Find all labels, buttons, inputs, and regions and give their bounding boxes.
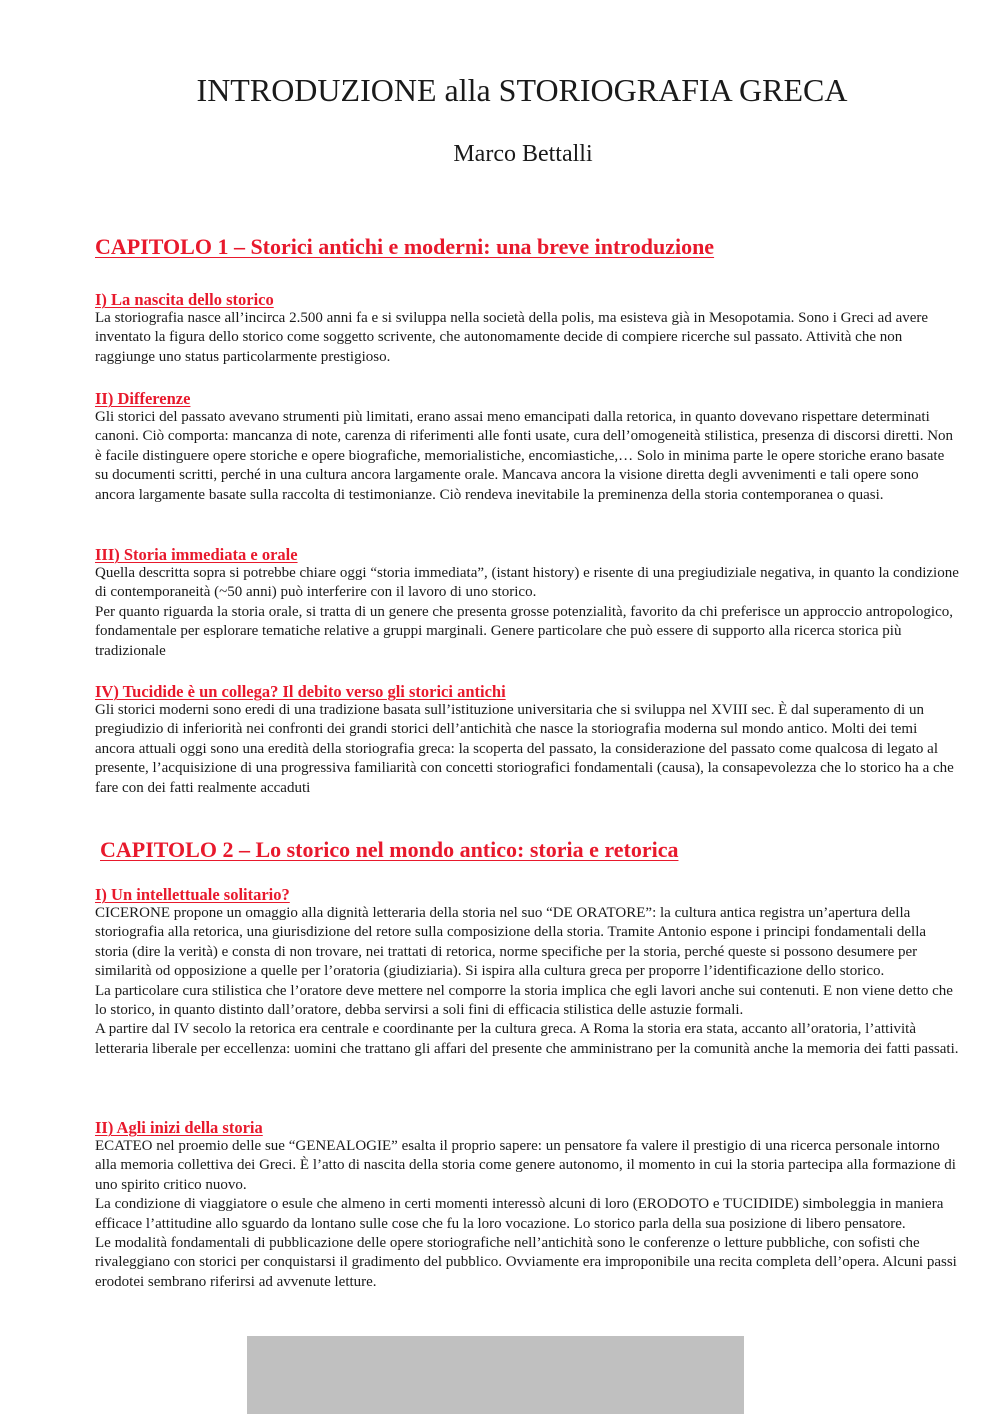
section-paragraph: La condizione di viaggiatore o esule che almeno in certi momenti interessò alcuni di loro (ERODOTO e TUCIDIDE) simboleggia in maniera efficace l’attitudine allo sguardo da lontano sulle cose che fu la loro vocazione. Lo storico parla della sua posizione di libero pensatore. xyxy=(95,1196,944,1232)
footer-placeholder-block xyxy=(247,1336,744,1414)
chapter-1-heading: CAPITOLO 1 – Storici antichi e moderni: una breve introduzione xyxy=(95,234,715,259)
section-heading: IV) Tucidide è un collega? Il debito verso gli storici antichi xyxy=(95,682,506,701)
section-paragraph: Gli storici del passato avevano strumenti più limitati, erano assai meno emancipati dalla retorica, in quanto dovevano rispettare determinati canoni. Ciò comporta: mancanza di note, carenza di riferimenti alle fonti usate, cura dell’omogeneità stilistica, presenza di discorsi diretti. Non è facile distinguere opere storiche e opere biografiche, memorialistiche, encomiastiche,… Solo in minima parte le opere storiche erano basate su documenti scritti, perché in una cultura ancora largamente orale. Mancava ancora la visione diretta degli avvenimenti e tali opere sono ancora largamente basate sulla raccolta di testimonianze. Ciò rendeva inevitabile la preminenza della storia contemporanea o quasi. xyxy=(95,409,954,503)
section-paragraph: Gli storici moderni sono eredi di una tradizione basata sull’istituzione universitaria che si sviluppa nel XVIII sec. È dal superamento di un pregiudizio di inferiorità nei confronti dei grandi storici dell’antichità che nasce la storiografia moderna sul mondo antico. Molti dei temi ancora attuali oggi sono una eredità della storiografia greca: la scoperta del passato, la considerazione del passato come qualcosa di legato al presente, l’acquisizione di una progressiva familiarità con concetti storiografici fondamentali (causa), la consapevolezza che lo storico ha a che fare con dei fatti realmente accaduti xyxy=(95,702,954,796)
chapter-1-section-2 xyxy=(95,389,960,505)
section-paragraph: Per quanto riguarda la storia orale, si tratta di un genere che presenta grosse potenzialità, favorito da chi preferisce un approccio antropologico, fondamentale per esplorare tematiche relative a gruppi marginali. Genere particolare che può essere di supporto alla ricerca storica più tradizionale xyxy=(95,603,953,659)
chapter-1-section-3 xyxy=(95,545,960,661)
section-paragraph: Quella descritta sopra si potrebbe chiare oggi “storia immediata”, (istant history) e risente di una pregiudiziale negativa, in quanto la condizione di contemporaneità (~50 anni) può interferire con il lavoro di uno storico. xyxy=(95,565,959,601)
chapter-2-heading: CAPITOLO 2 – Lo storico nel mondo antico: storia e retorica xyxy=(100,837,679,862)
document-author: Marco Bettalli xyxy=(453,141,593,167)
chapter-2-section-2 xyxy=(95,1118,960,1292)
section-paragraph: A partire dal IV secolo la retorica era centrale e coordinante per la cultura greca. A Roma la storia era stata, accanto all’oratoria, l’attività letteraria liberale per eccellenza: uomini che trattano gli affari del presente che amministrano per la comunità anche la memoria dei fatti passati. xyxy=(95,1021,959,1057)
section-paragraph: ECATEO nel proemio delle sue “GENEALOGIE” esalta il proprio sapere: un pensatore fa valere il prestigio di una ricerca personale intorno alla memoria collettiva dei Greci. È l’atto di nascita della storia come genere autonomo, il momento in cui la storia partecipa alla formazione di uno spirito critico nuovo. xyxy=(95,1138,956,1193)
document-title: INTRODUZIONE alla STORIOGRAFIA GRECA xyxy=(196,72,848,108)
section-heading: II) Agli inizi della storia xyxy=(95,1118,263,1137)
chapter-2-section-1 xyxy=(95,885,960,1059)
chapter-1-section-4 xyxy=(95,682,960,798)
section-heading: II) Differenze xyxy=(95,389,191,408)
section-heading: I) Un intellettuale solitario? xyxy=(95,885,290,904)
section-heading: I) La nascita dello storico xyxy=(95,290,274,309)
section-paragraph: CICERONE propone un omaggio alla dignità letteraria della storia nel suo “DE ORATORE”: la cultura antica registra un’apertura della storiografia alla retorica, una giurisdizione del retore sulla composizione della storia. Tramite Antonio espone i principi fondamentali della storia (dire la verità) e consta di non trovare, nei trattati di retorica, norme specifiche per la storia, perché queste si possono desumere per similarità od opposizione a quelle per l’oratoria (giudiziaria). Si ispira alla cultura greca per proporre l’identificazione dello storico. xyxy=(95,905,927,980)
section-heading: III) Storia immediata e orale xyxy=(95,545,298,564)
chapter-1-section-1 xyxy=(95,290,960,367)
section-paragraph: La storiografia nasce all’incirca 2.500 anni fa e si sviluppa nella società della polis, ma esisteva già in Mesopotamia. Sono i Greci ad avere inventato la figura dello storico come soggetto scrivente, che autonomamente decide di compiere ricerche sul passato. Attività che non raggiunge uno status particolarmente prestigioso. xyxy=(95,310,929,365)
section-paragraph: La particolare cura stilistica che l’oratore deve mettere nel comporre la storia implica che egli lavori anche sui contenuti. E non viene detto che lo storico, in quanto distinto dall’oratore, debba servirsi a soli fini di efficacia stilistica delle astuzie formali. xyxy=(95,982,953,1019)
section-paragraph: Le modalità fondamentali di pubblicazione delle opere storiografiche nell’antichità sono le conferenze o letture pubbliche, con sofisti che rivaleggiano con storici per conquistarsi il gradimento del pubblico. Ovviamente era improponibile una recita completa dell’opera. Alcuni passi erodotei sembrano riferirsi ad avvenute letture. xyxy=(95,1235,957,1290)
